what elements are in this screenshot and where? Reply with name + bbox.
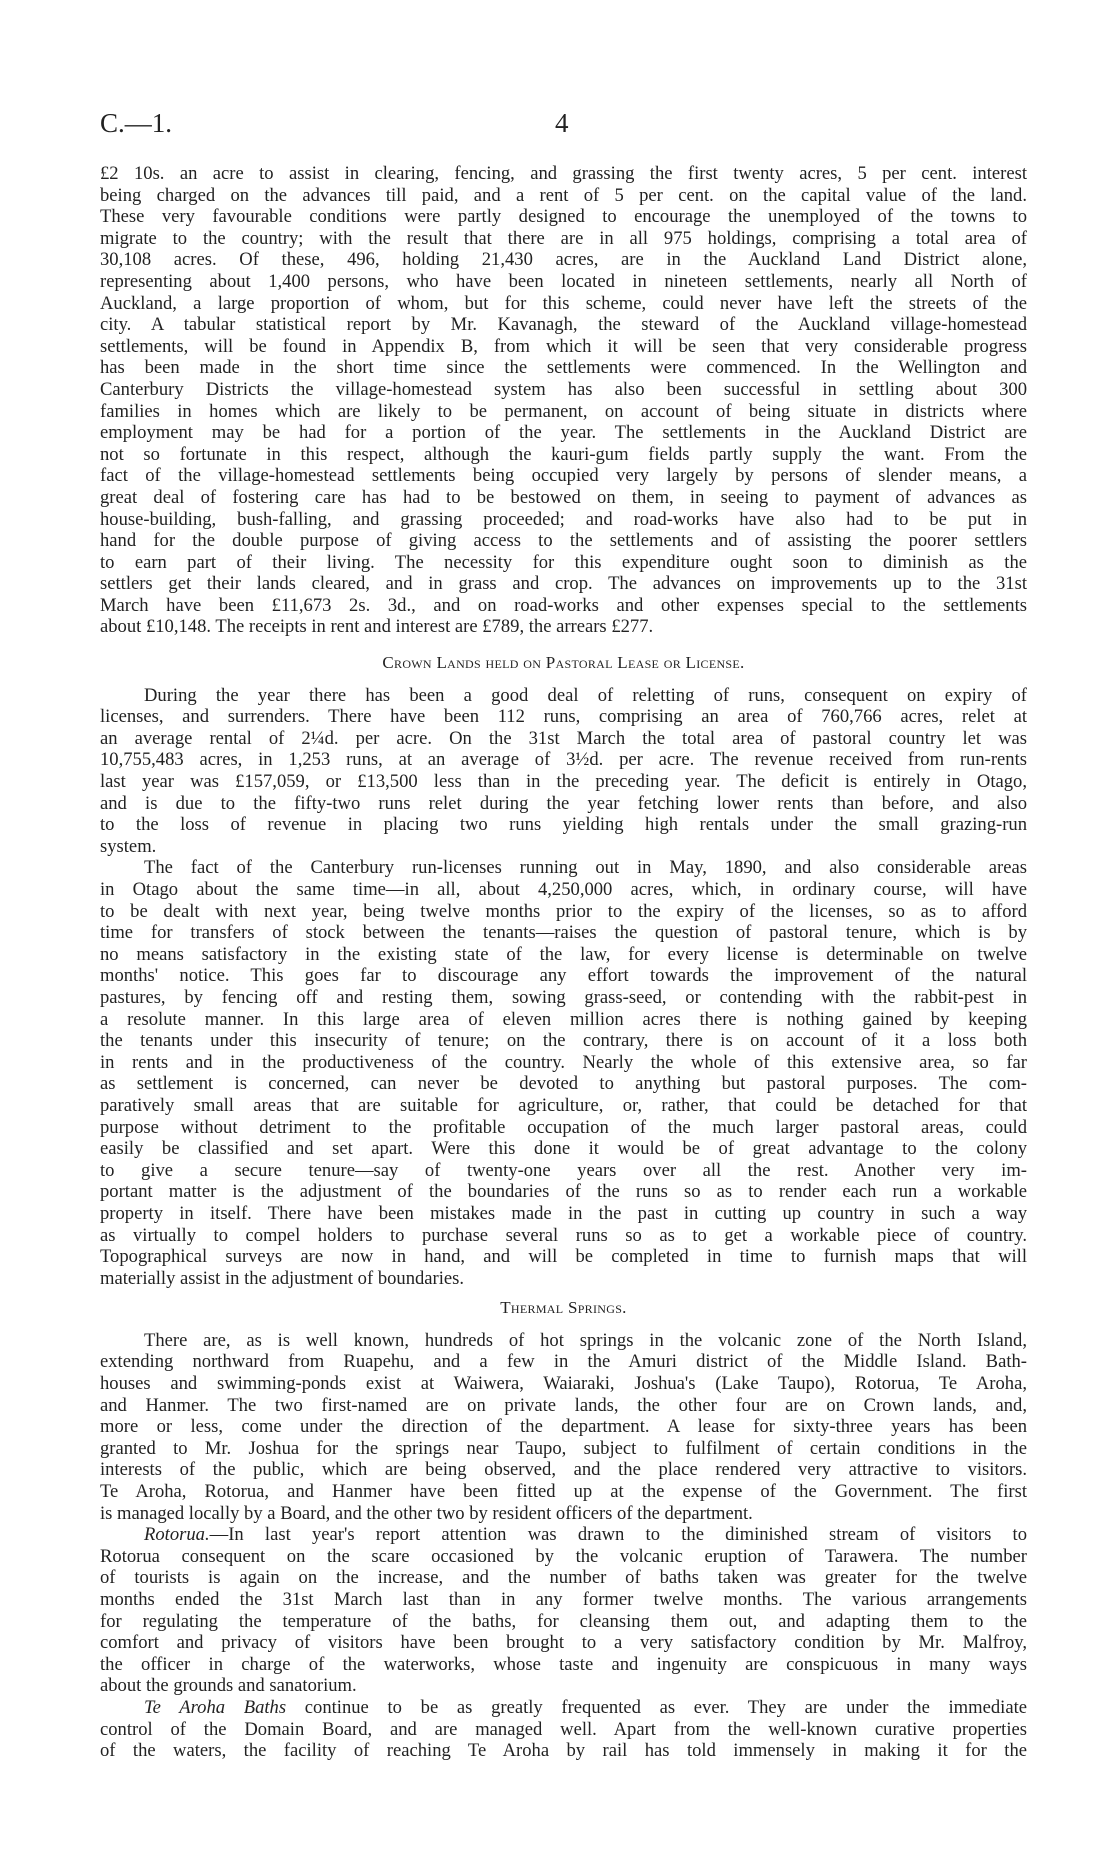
text-line: interests of the public, which are being observed, and the place rendered very attractive to visitors.	[100, 1459, 1027, 1481]
text-line: There are, as is well known, hundreds of hot springs in the volcanic zone of the North Island,	[144, 1329, 1027, 1351]
text-line: to give a secure tenure—say of twenty-one years over all the rest. Another very im-	[100, 1159, 1027, 1181]
text-line: Canterbury Districts the village-homestead system has also been successful in settling about 300	[100, 378, 1027, 400]
text-line: settlements, will be found in Appendix B, from which it will be seen that very considerable progress	[100, 335, 1027, 357]
page-header	[100, 108, 1027, 138]
text-line: great deal of fostering care has had to be bestowed on them, in seeing to payment of advances as	[100, 486, 1027, 508]
paragraph	[100, 857, 1027, 1289]
text-line: During the year there has been a good deal of reletting of runs, consequent on expiry of	[144, 684, 1027, 706]
paragraph	[100, 1330, 1027, 1524]
text-line: and is due to the fifty-two runs relet during the year fetching lower rents than before, and also	[100, 792, 1027, 814]
text-line: fact of the village-homestead settlements being occupied very largely by persons of slender means, a	[100, 465, 1027, 487]
paragraph	[100, 163, 1027, 638]
text-line: is managed locally by a Board, and the other two by resident officers of the department.	[100, 1502, 753, 1524]
text-line: property in itself. There have been mistakes made in the past in cutting up country in such a way	[100, 1202, 1027, 1224]
line-text: continue to be as greatly frequented as ever. They are under the immediate	[286, 1696, 1027, 1718]
paragraph	[100, 685, 1027, 858]
text-line: comfort and privacy of visitors have been brought to a very satisfactory condition by Mr. Malfroy,	[100, 1632, 1027, 1654]
section-heading: Crown Lands held on Pastoral Lease or License.	[382, 653, 745, 673]
text-line: system.	[100, 835, 157, 857]
text-line: last year was £157,059, or £13,500 less than in the preceding year. The deficit is entirely in Otago,	[100, 771, 1027, 793]
text-line: paratively small areas that are suitable for agriculture, or, rather, that could be detached for that	[100, 1094, 1027, 1116]
text-line: hand for the double purpose of giving access to the settlements and of assisting the poorer settlers	[100, 530, 1027, 552]
text-line: representing about 1,400 persons, who have been located in nineteen settlements, nearly all North of	[100, 270, 1027, 292]
text-line: extending northward from Ruapehu, and a few in the Amuri district of the Middle Island. Bath-	[100, 1351, 1027, 1373]
text-line: granted to Mr. Joshua for the springs near Taupo, subject to fulfilment of certain conditions in the	[100, 1437, 1027, 1459]
text-line: migrate to the country; with the result that there are in all 975 holdings, comprising a total area of	[100, 227, 1027, 249]
paragraph	[100, 1524, 1027, 1697]
text-line: 10,755,483 acres, in 1,253 runs, at an average of 3½d. per acre. The revenue received from run-rents	[100, 749, 1027, 771]
text-line: of tourists is again on the increase, and the number of baths taken was greater for the twelve	[100, 1567, 1027, 1589]
text-line: for regulating the temperature of the baths, for cleansing them out, and adapting them to the	[100, 1610, 1027, 1632]
text-line: an average rental of 2¼d. per acre. On the 31st March the total area of pastoral country let was	[100, 727, 1027, 749]
text-line: house-building, bush-falling, and grassing proceeded; and road-works have also had to be put in	[100, 508, 1027, 530]
text-line: in Otago about the same time—in all, about 4,250,000 acres, which, in ordinary course, will have	[100, 879, 1027, 900]
text-line: has been made in the short time since the settlements were commenced. In the Wellington and	[100, 357, 1027, 379]
text-line: of the waters, the facility of reaching Te Aroha by rail has told immensely in making it for the	[100, 1740, 1027, 1762]
text-line: to the loss of revenue in placing two runs yielding high rentals under the small grazing-run	[100, 814, 1027, 836]
italic-lead-in: Te Aroha Baths	[144, 1696, 287, 1718]
text-line	[100, 1697, 1027, 1719]
text-line: more or less, come under the direction of the department. A lease for sixty-three years has been	[100, 1416, 1027, 1438]
italic-lead-in: Rotorua.	[144, 1524, 210, 1546]
text-line: and Hanmer. The two first-named are on private lands, the other four are on Crown lands, and,	[100, 1394, 1027, 1416]
text-line: in rents and in the productiveness of the country. Nearly the whole of this extensive area, so far	[100, 1051, 1027, 1073]
text-line: as settlement is concerned, can never be devoted to anything but pastoral purposes. The com-	[100, 1073, 1027, 1095]
text-line: a resolute manner. In this large area of eleven million acres there is nothing gained by keeping	[100, 1008, 1027, 1030]
text-line: city. A tabular statistical report by Mr. Kavanagh, the steward of the Auckland village-homestead	[100, 314, 1027, 336]
page-number: 4	[555, 108, 569, 138]
text-line: Topographical surveys are now in hand, and will be completed in time to furnish maps that will	[100, 1246, 1027, 1268]
text-line: months' notice. This goes far to discourage any effort towards the improvement of the natural	[100, 965, 1027, 987]
text-line: licenses, and surrenders. There have been 112 runs, comprising an area of 760,766 acres, relet at	[100, 706, 1027, 728]
text-line: employment may be had for a portion of the year. The settlements in the Auckland District are	[100, 422, 1027, 444]
text-line: being charged on the advances till paid, and a rent of 5 per cent. on the capital value of the land.	[100, 184, 1027, 206]
text-line: Auckland, a large proportion of whom, but for this scheme, could never have left the streets of the	[100, 292, 1027, 314]
text-line: not so fortunate in this respect, although the kauri-gum fields partly supply the want. From the	[100, 443, 1027, 465]
line-text: —In last year's report attention was drawn to the diminished stream of visitors to	[209, 1524, 1027, 1546]
text-line: as virtually to compel holders to purchase several runs so as to get a workable piece of country.	[100, 1224, 1027, 1246]
text-line: months ended the 31st March last than in any former twelve months. The various arrangements	[100, 1589, 1027, 1610]
text-line: March have been £11,673 2s. 3d., and on road-works and other expenses special to the settlements	[100, 594, 1027, 616]
paragraph	[100, 1697, 1027, 1762]
section-heading: Thermal Springs.	[500, 1298, 627, 1318]
text-line: about the grounds and sanatorium.	[100, 1675, 357, 1697]
document-body	[100, 163, 1027, 1762]
text-line: to be dealt with next year, being twelve months prior to the expiry of the licenses, so as to afford	[100, 900, 1027, 922]
text-line: control of the Domain Board, and are managed well. Apart from the well-known curative properties	[100, 1718, 1027, 1740]
text-line: easily be classified and set apart. Were this done it would be of great advantage to the colony	[100, 1138, 1027, 1160]
text-line: £2 10s. an acre to assist in clearing, fencing, and grassing the first twenty acres, 5 per cent. interest	[100, 163, 1027, 184]
text-line: time for transfers of stock between the tenants—raises the question of pastoral tenure, which is by	[100, 922, 1027, 944]
text-line: These very favourable conditions were partly designed to encourage the unemployed of the towns to	[100, 206, 1027, 228]
text-line: Rotorua consequent on the scare occasioned by the volcanic eruption of Tarawera. The number	[100, 1545, 1027, 1567]
text-line: the officer in charge of the waterworks, whose taste and ingenuity are conspicuous in many ways	[100, 1653, 1027, 1675]
text-line: 30,108 acres. Of these, 496, holding 21,430 acres, are in the Auckland Land District alone,	[100, 249, 1027, 271]
document-reference: C.—1.	[100, 108, 173, 138]
text-line: portant matter is the adjustment of the boundaries of the runs so as to render each run a workable	[100, 1181, 1027, 1203]
text-line: the tenants under this insecurity of tenure; on the contrary, there is on account of it a loss both	[100, 1030, 1027, 1052]
text-line: materially assist in the adjustment of boundaries.	[100, 1267, 465, 1289]
text-line: about £10,148. The receipts in rent and interest are £789, the arrears £277.	[100, 616, 654, 638]
text-line: The fact of the Canterbury run-licenses running out in May, 1890, and also considerable areas	[144, 857, 1027, 879]
text-line: settlers get their lands cleared, and in grass and crop. The advances on improvements up to the 31st	[100, 573, 1027, 595]
text-line: families in homes which are likely to be permanent, on account of being situate in districts where	[100, 400, 1027, 422]
text-line: houses and swimming-ponds exist at Waiwera, Waiaraki, Joshua's (Lake Taupo), Rotorua, Te Aroha,	[100, 1373, 1027, 1395]
text-line: purpose without detriment to the profitable occupation of the much larger pastoral areas, could	[100, 1116, 1027, 1138]
text-line	[100, 1524, 1027, 1546]
text-line: pastures, by fencing off and resting them, sowing grass-seed, or contending with the rabbit-pest in	[100, 986, 1027, 1008]
text-line: Te Aroha, Rotorua, and Hanmer have been fitted up at the expense of the Government. The first	[100, 1481, 1027, 1503]
text-line: no means satisfactory in the existing state of the law, for every license is determinable on twelve	[100, 943, 1027, 965]
text-line: to earn part of their living. The necessity for this expenditure ought soon to diminish as the	[100, 551, 1027, 573]
